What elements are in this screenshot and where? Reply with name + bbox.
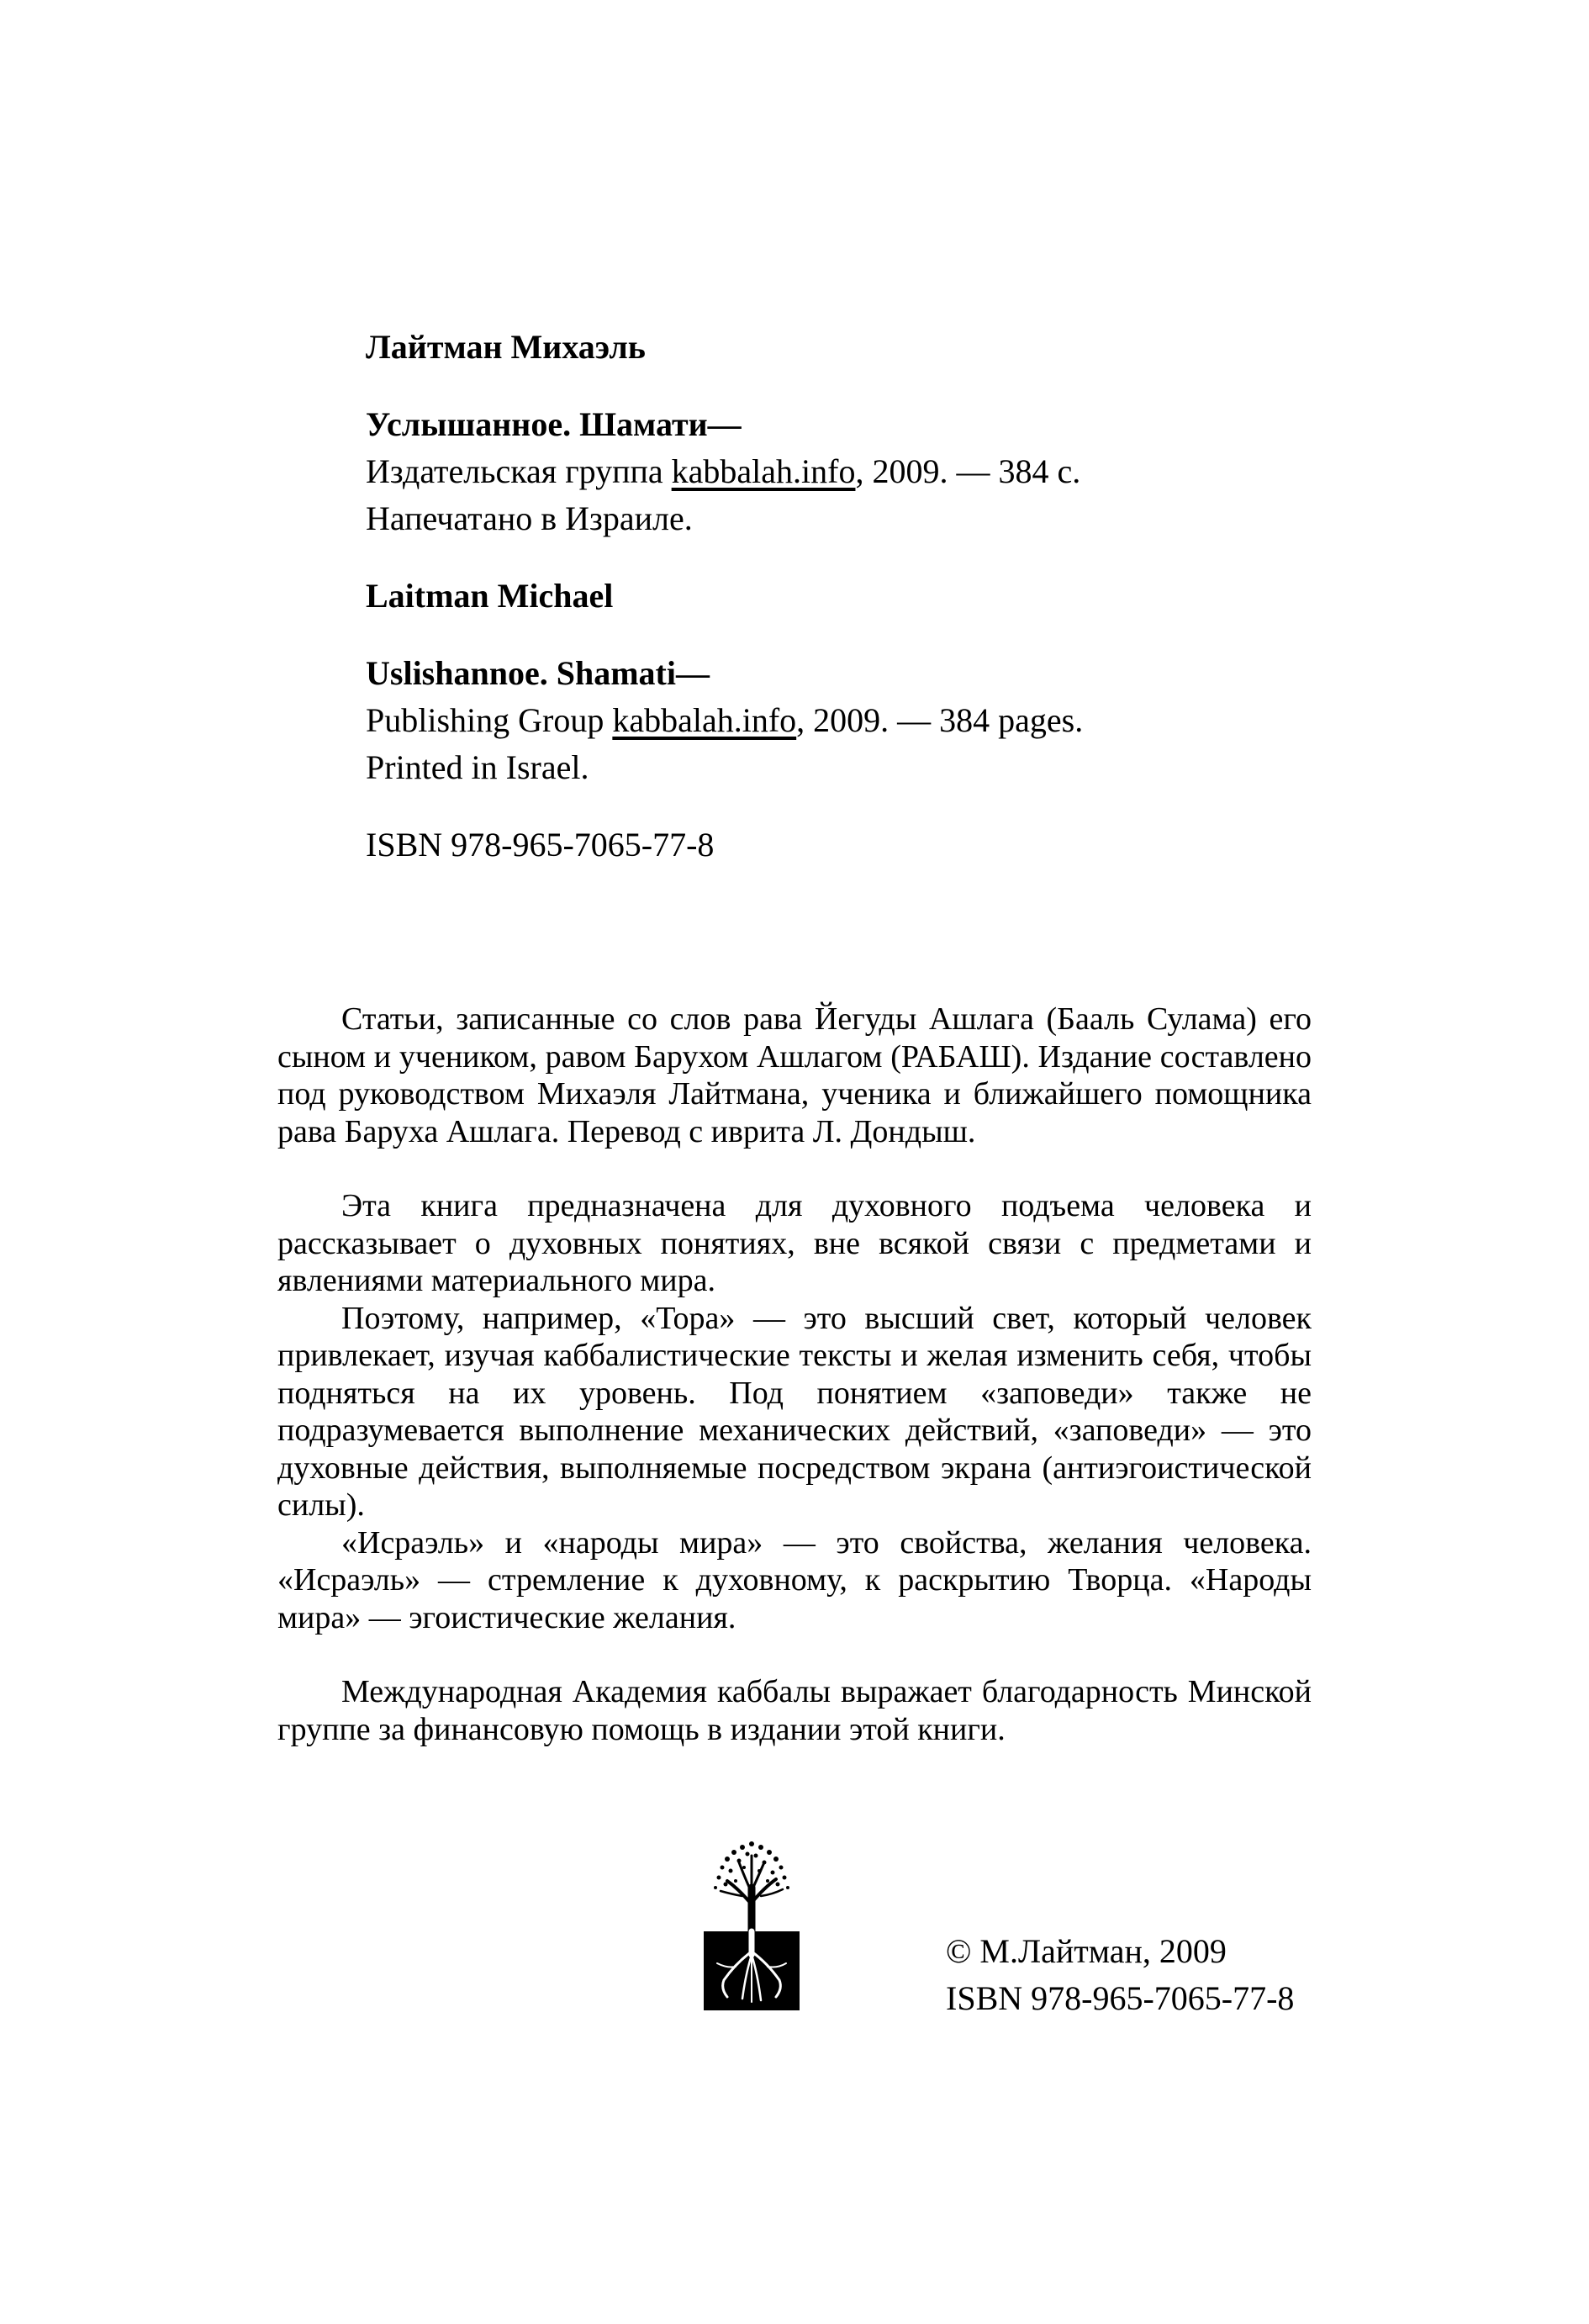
- tree-logo-icon: [702, 1837, 801, 2010]
- footer-isbn: ISBN 978-965-7065-77-8: [946, 1979, 1295, 2017]
- description-paragraph: Эта книга предназначена для духовного подъема человека и рассказывает о духовных понятиях, вне всякой связи с предметами и явлениями материального мира.: [277, 1188, 1312, 1298]
- ru-printed: Напечатано в Израиле.: [366, 499, 693, 537]
- description-paragraph: Статьи, записанные со слов рава Йегуды Ашлага (Бааль Сулама) его сыном и учеником, равом Барухом Ашлагом (РАБАШ). Издание составлено под руководством Михаэля Лайтмана, ученика и ближайшего помощника рава Баруха Ашлага. Перевод с иврита Л. Дондыш.: [277, 1001, 1312, 1149]
- bibliographic-block: [366, 324, 1291, 869]
- copyright-line: © М.Лайтман, 2009: [946, 1932, 1227, 1970]
- ru-author: Лайтман Михаэль: [366, 328, 646, 366]
- description-block: [277, 1001, 1312, 1748]
- en-publisher: Publishing Group kabbalah.info, 2009. — 384 pages.: [366, 701, 1084, 739]
- acknowledgement-paragraph: Международная Академия каббалы выражает благодарность Минской группе за финансовую помощь в издании этой книги.: [277, 1674, 1312, 1747]
- description-paragraph: «Исраэль» и «народы мира» — это свойства, желания человека. «Исраэль» — стремление к духовному, к раскрытию Творца. «Народы мира» — эгоистические желания.: [277, 1524, 1312, 1635]
- en-author: Laitman Michael: [366, 577, 614, 615]
- en-printed: Printed in Israel.: [366, 748, 589, 786]
- isbn: ISBN 978-965-7065-77-8: [366, 826, 715, 864]
- ru-publisher-link: kabbalah.info: [671, 452, 856, 490]
- en-title: Uslishannoe. Shamati—: [366, 654, 710, 692]
- en-publisher-link: kabbalah.info: [612, 701, 797, 739]
- ru-publisher: Издательская группа kabbalah.info, 2009. — 384 с.: [366, 452, 1081, 490]
- ru-title: Услышанное. Шамати—: [366, 405, 742, 443]
- copyright-block: [946, 1928, 1294, 2022]
- description-paragraph: Поэтому, например, «Тора» — это высший свет, который человек привлекает, изучая каббалистические тексты и желая изменить себя, чтобы подняться на их уровень. Под понятием «заповеди» также не подразумевается выполнение механических действий, «заповеди» — это духовные действия, выполняемые посредством экрана (антиэгоистической силы).: [277, 1300, 1312, 1523]
